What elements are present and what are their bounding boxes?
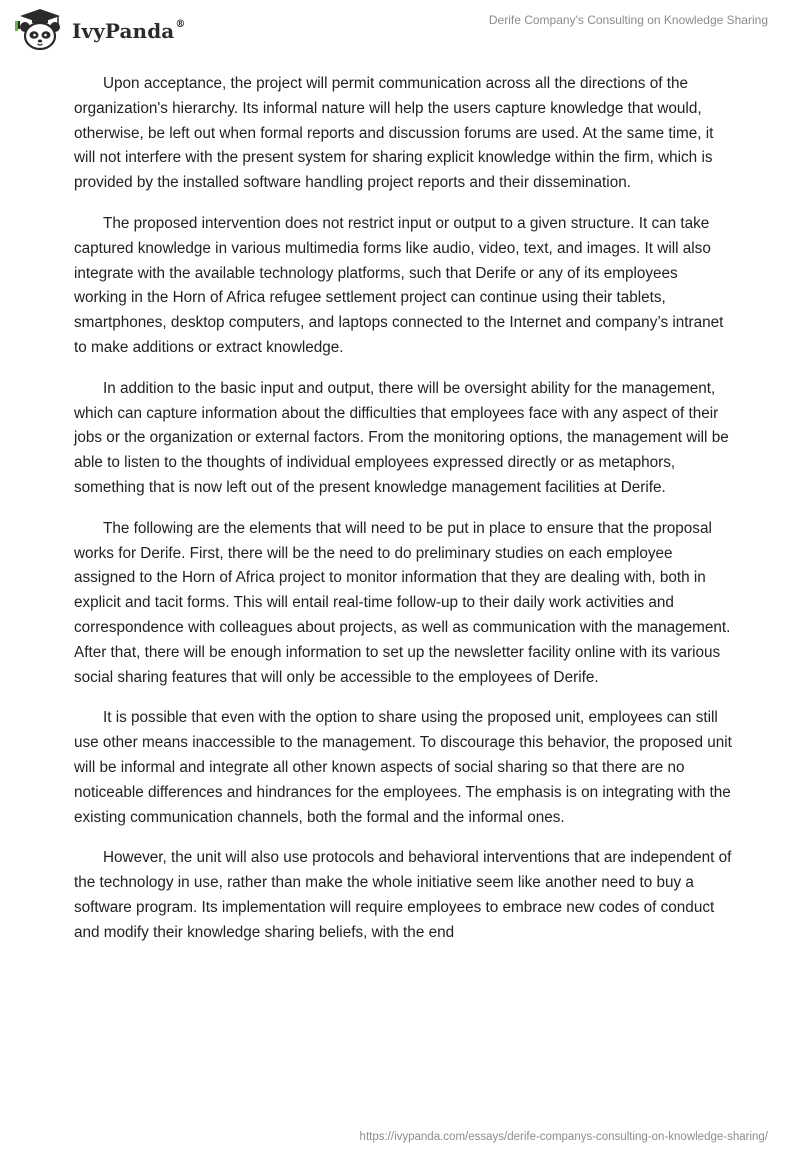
paragraph-6: However, the unit will also use protocols and behavioral interventions that are independent of the technology in use, rather than make the whole initiative seem like another need to buy a software program. Its implementation will require employees to embrace new codes of conduct and modify their knowledge sharing beliefs, with the end (74, 849, 732, 941)
paragraph-1: Upon acceptance, the project will permit communication across all the directions of the organization's hierarchy. Its informal nature will help the users capture knowledge that would, otherwise, be left out when formal reports and discussion forums are used. At the same time, it will not interfere with the present system for sharing explicit knowledge within the firm, which is provided by the installed software handling project reports and their dissemination. (74, 75, 714, 192)
essay-body (74, 72, 734, 962)
source-url[interactable]: https://ivypanda.com/essays/derife-companys-consulting-on-knowledge-sharing/ (359, 1131, 768, 1143)
paragraph-4: The following are the elements that will need to be put in place to ensure that the proposal works for Derife. First, there will be the need to do preliminary studies on each employee assigned to the Horn of Africa project to monitor information that they are dealing with, both in explicit and tacit forms. This will entail real-time follow-up to their daily work activities and correspondence with colleagues about projects, as well as communication with the management. After that, there will be enough information to set up the newsletter facility online with its various social sharing features that will only be accessible to the employees of Derife. (74, 519, 731, 686)
brand-name: IvyPanda® (72, 19, 186, 43)
paragraph-2: The proposed intervention does not restrict input or output to a given structure. It can take captured knowledge in various multimedia forms like audio, video, text, and images. It will also integrate with the available technology platforms, such that Derife or any of its employees working in the Horn of Africa refugee settlement project can continue using their tablets, smartphones, desktop computers, and laptops connected to the Internet and company’s intranet to make additions or extract knowledge. (74, 214, 724, 356)
registered-mark: ® (175, 19, 186, 31)
paragraph-5: It is possible that even with the option to share using the proposed unit, employees can still use other means inaccessible to the management. To discourage this behavior, the proposed unit will be informal and integrate all other known aspects of social sharing so that there are no noticeable differences and hindrances for the employees. The emphasis is on integrating with the existing communication channels, both the formal and the informal ones. (74, 709, 732, 826)
panda-graduate-icon (14, 8, 66, 52)
page-header (0, 0, 800, 60)
paragraph-3: In addition to the basic input and output, there will be oversight ability for the management, which can capture information about the difficulties that employees face with any aspect of their jobs or the organization or external factors. From the monitoring options, the management will be able to listen to the thoughts of individual employees expressed directly or as metaphors, something that is now left out of the present knowledge management facilities at Derife. (74, 379, 729, 496)
brand-logo[interactable] (14, 8, 185, 52)
document-title: Derife Company's Consulting on Knowledge Sharing (488, 13, 768, 27)
